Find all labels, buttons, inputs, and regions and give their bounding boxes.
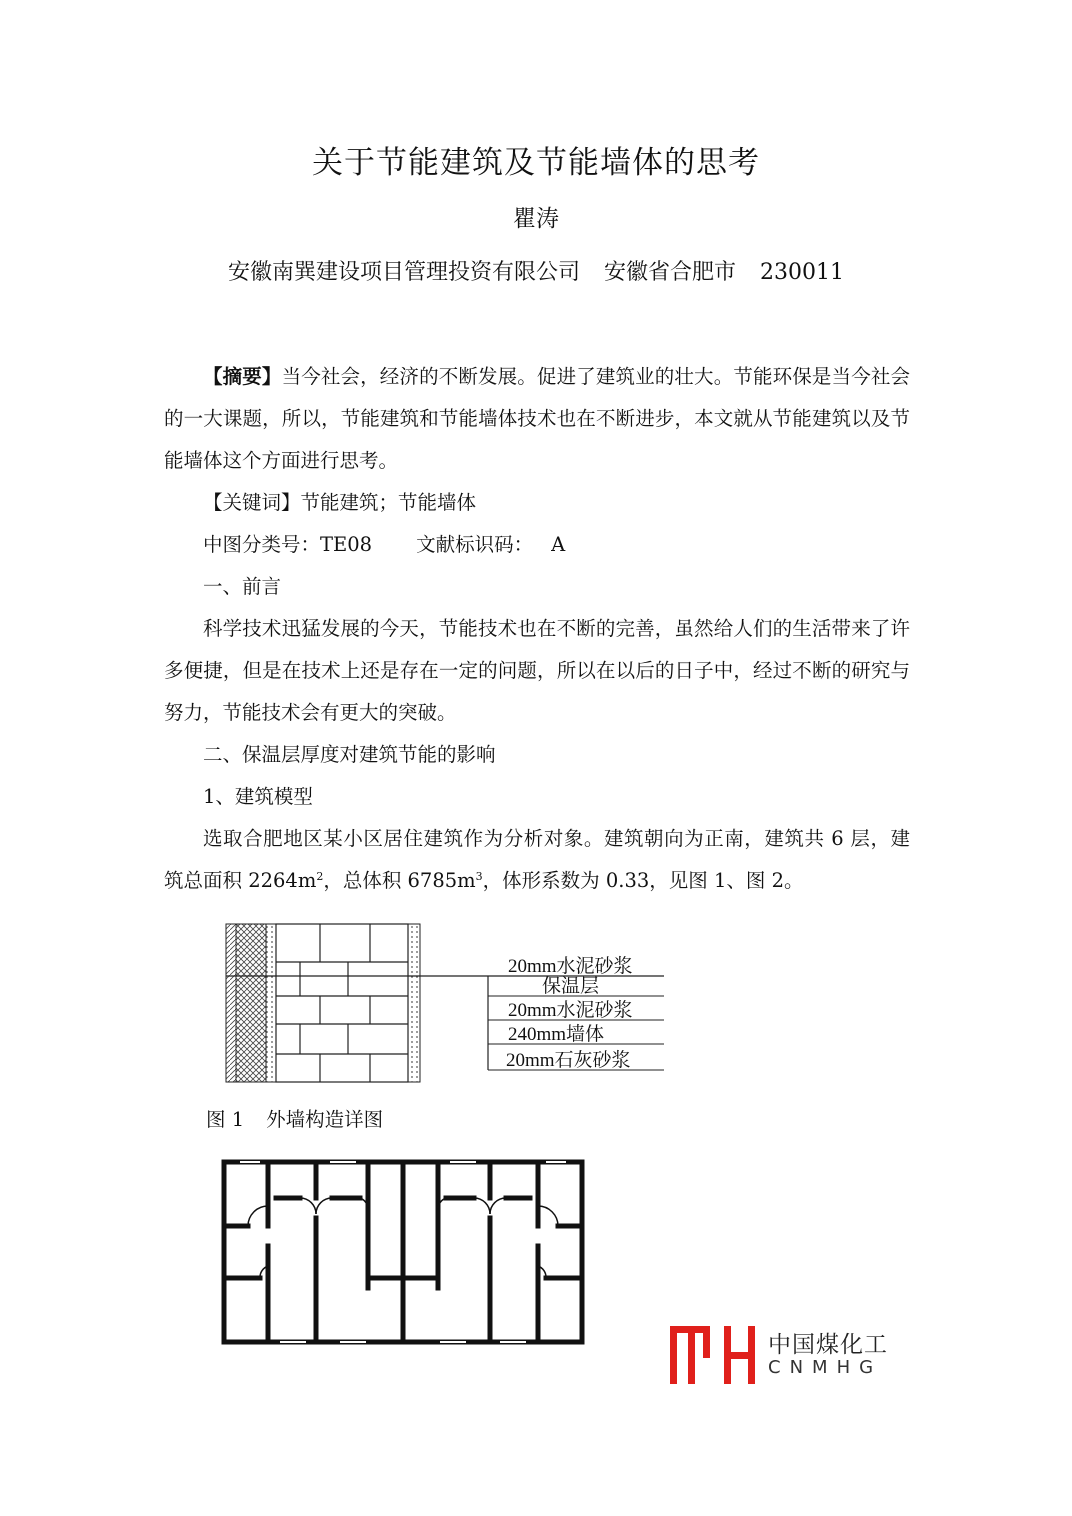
mortar-layer <box>266 924 276 1082</box>
section2-heading: 二、保温层厚度对建筑节能的影响 <box>203 743 496 766</box>
layer-label-4: 240mm墙体 <box>508 1024 605 1045</box>
logo-chinese-text: 中国煤化工 <box>768 1332 888 1358</box>
s2-text-c: ，体形系数为 0.33，见图 1、图 2。 <box>482 869 804 892</box>
section2-subheading: 1、建筑模型 <box>203 785 313 808</box>
author-name: 瞿涛 <box>513 206 559 232</box>
affiliation-location: 安徽省合肥市 <box>604 260 737 285</box>
volume-superscript: 3 <box>475 870 483 883</box>
keywords-paragraph <box>164 482 910 524</box>
section1-paragraph: 科学技术迅猛发展的今天，节能技术也在不断的完善，虽然给人们的生活带来了许多便捷，但是在技术上还是存在一定的问题，所以在以后的日子中，经过不断的研究与努力，节能技术会有更大的突破。 <box>164 617 910 724</box>
area-superscript: 2 <box>316 870 324 883</box>
wall-construction-figure <box>220 920 680 1086</box>
caption-text: 外墙构造详图 <box>266 1108 384 1131</box>
outer-mortar-layer <box>226 924 236 1082</box>
affiliation-postcode: 230011 <box>760 260 844 285</box>
layer-label-5: 20mm石灰砂浆 <box>506 1050 631 1071</box>
keywords-text: 节能建筑；节能墙体 <box>300 491 477 514</box>
brick-wall <box>276 924 408 1082</box>
affiliation-company: 安徽南巽建设项目管理投资有限公司 <box>227 260 580 285</box>
caption-label: 图 1 <box>206 1108 245 1131</box>
paper-title: 关于节能建筑及节能墙体的思考 <box>312 145 760 181</box>
doc-code-label: 文献标识码： <box>416 533 534 556</box>
s2-text-a: 选取合肥地区某小区居住建筑作为分析对象。建筑朝向为正南，建筑共 6 层，建筑总面积 2264m <box>164 827 910 892</box>
inner-lime-layer <box>408 924 420 1082</box>
section1-heading: 一、前言 <box>203 575 282 598</box>
layer-label-2: 保温层 <box>542 976 600 997</box>
abstract-text: 当今社会，经济的不断发展。促进了建筑业的壮大。节能环保是当今社会的一大课题，所以，节能建筑和节能墙体技术也在不断进步，本文就从节能建筑以及节能墙体这个方面进行思考。 <box>164 365 910 472</box>
figure1-caption <box>206 1104 383 1132</box>
abstract-label: 【摘要】 <box>203 365 282 388</box>
layer-label-3: 20mm水泥砂浆 <box>508 1000 633 1021</box>
clc-label: 中图分类号： <box>203 533 321 556</box>
layer-label-1: 20mm水泥砂浆 <box>508 956 633 977</box>
cnmhg-logo-mark <box>668 1322 760 1386</box>
s2-text-b: ，总体积 6785m <box>323 869 476 892</box>
paper-body <box>164 356 910 902</box>
floor-plan-figure <box>220 1158 590 1348</box>
section2-paragraph <box>164 818 910 902</box>
doc-code-value: A <box>551 533 566 556</box>
classification-paragraph <box>164 524 910 566</box>
affiliation <box>0 255 1072 286</box>
clc-value: TE08 <box>320 533 373 556</box>
keywords-label: 【关键词】 <box>203 491 301 514</box>
logo-english-text: CNMHG <box>768 1357 883 1378</box>
abstract-paragraph <box>164 356 910 482</box>
insulation-layer <box>236 924 266 1082</box>
